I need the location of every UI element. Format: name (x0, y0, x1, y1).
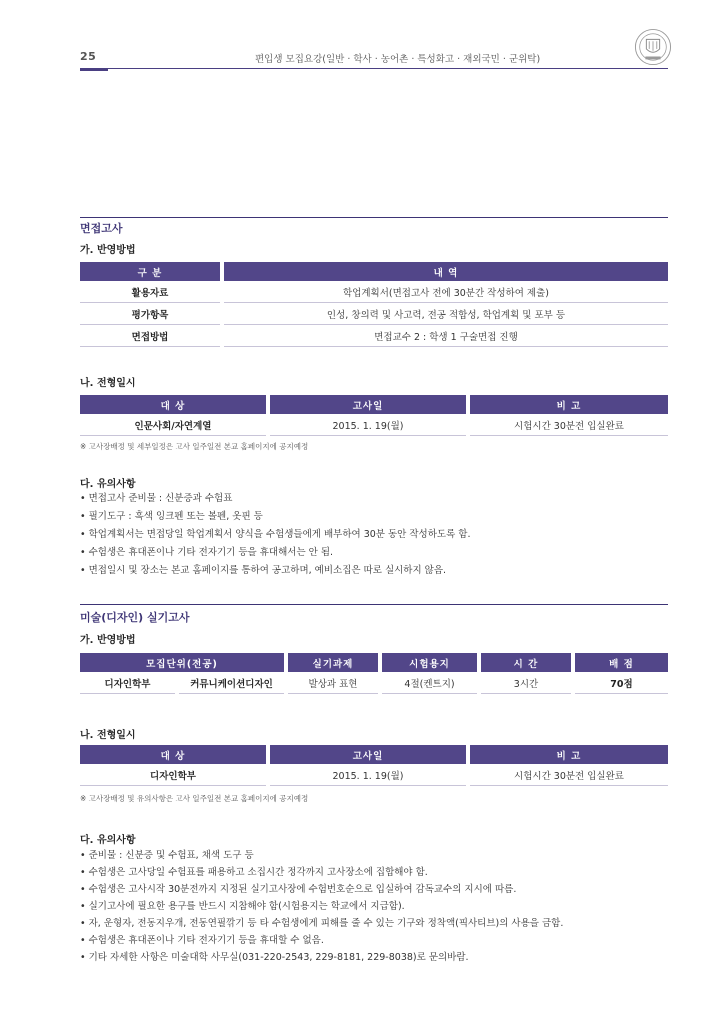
table-header-cell: 구 분 (80, 262, 220, 281)
list-item: • 학업계획서는 면접당일 학업계획서 양식을 수험생들에게 배부하여 30분 동안 작성하도록 함. (80, 529, 471, 540)
table-cell: 면접방법 (80, 325, 220, 347)
list-item: • 면접고사 준비물 : 신분증과 수험표 (80, 493, 233, 504)
table-row (80, 281, 668, 303)
interview-notice-subtitle: 다. 유의사항 (80, 479, 136, 490)
table-header-cell: 비 고 (470, 395, 668, 414)
interview-schedule-table (76, 395, 672, 436)
table-row (80, 325, 668, 347)
list-item: • 면접일시 및 장소는 본교 홈페이지를 통하여 공고하며, 예비소집은 따로 실시하지 않음. (80, 565, 447, 576)
table-header-row (80, 653, 668, 672)
art-method-subtitle: 가. 반영방법 (80, 635, 136, 646)
table-cell: 시험시간 30분전 입실완료 (470, 764, 668, 786)
header-rule-accent (80, 68, 108, 71)
table-cell: 시험시간 30분전 입실완료 (470, 414, 668, 436)
interview-method-table (76, 262, 672, 347)
interview-schedule-note: ※ 고사장배정 및 세부일정은 고사 일주일전 본교 홈페이지에 공지예정 (80, 442, 309, 451)
table-header-row (80, 395, 668, 414)
table-header-cell: 비 고 (470, 745, 668, 764)
table-cell: 평가항목 (80, 303, 220, 325)
table-cell: 2015. 1. 19(월) (270, 414, 466, 436)
table-cell: 인성, 창의력 및 사고력, 전공 적합성, 학업계획 및 포부 등 (224, 303, 668, 325)
art-section-rule (80, 604, 668, 605)
table-header-cell: 내 역 (224, 262, 668, 281)
table-cell: 커뮤니케이션디자인 (179, 672, 284, 694)
interview-method-subtitle: 가. 반영방법 (80, 245, 136, 256)
table-cell: 학업계획서(면접고사 전에 30분간 작성하여 제출) (224, 281, 668, 303)
table-header-cell: 대 상 (80, 395, 266, 414)
table-header-cell: 고사일 (270, 745, 466, 764)
table-row (80, 303, 668, 325)
header-rule (80, 68, 668, 69)
list-item: • 자, 운형자, 전동지우개, 전동연필깎기 등 타 수험생에게 피해를 줄 수 있는 기구와 정착액(픽사티브)의 사용을 금함. (80, 918, 564, 929)
table-header-cell: 실기과제 (288, 653, 378, 672)
list-item: • 필기도구 : 흑색 잉크펜 또는 볼펜, 옷핀 등 (80, 511, 263, 522)
table-cell: 70점 (575, 672, 668, 694)
table-header-cell: 대 상 (80, 745, 266, 764)
table-row (80, 764, 668, 786)
table-header-row (80, 745, 668, 764)
list-item: • 실기고사에 필요한 용구를 반드시 지참해야 함(시험용지는 학교에서 지급함). (80, 901, 405, 912)
table-header-cell: 시험용지 (382, 653, 477, 672)
art-schedule-note: ※ 고사장배정 및 유의사항은 고사 일주일전 본교 홈페이지에 공지예정 (80, 794, 309, 803)
page-number: 25 (80, 50, 97, 63)
table-cell: 디자인학부 (80, 764, 266, 786)
interview-section-title: 면접고사 (80, 222, 123, 235)
art-method-table (76, 653, 672, 694)
header-title: 편입생 모집요강(일반 · 학사 · 농어촌 · 특성화고 · 재외국민 · 군위탁) (255, 54, 541, 65)
table-cell: 2015. 1. 19(월) (270, 764, 466, 786)
table-header-cell: 고사일 (270, 395, 466, 414)
list-item: • 수험생은 고사시작 30분전까지 지정된 실기고사장에 수험번호순으로 입실하여 감독교수의 지시에 따름. (80, 884, 517, 895)
table-header-row (80, 262, 668, 281)
table-cell: 4절(켄트지) (382, 672, 477, 694)
table-cell: 면접교수 2 : 학생 1 구술면접 진행 (224, 325, 668, 347)
list-item: • 수험생은 고사당일 수험표를 패용하고 소집시간 정각까지 고사장소에 집합해야 함. (80, 867, 428, 878)
table-header-cell: 시 간 (481, 653, 571, 672)
table-cell: 3시간 (481, 672, 571, 694)
list-item: • 수험생은 휴대폰이나 기타 전자기기 등을 휴대해서는 안 됨. (80, 547, 334, 558)
table-cell: 인문사회/자연계열 (80, 414, 266, 436)
art-notice-subtitle: 다. 유의사항 (80, 835, 136, 846)
list-item: • 수험생은 휴대폰이나 기타 전자기기 등을 휴대할 수 없음. (80, 935, 324, 946)
table-cell: 활용자료 (80, 281, 220, 303)
university-seal-logo (634, 28, 672, 66)
interview-section-rule (80, 217, 668, 218)
table-cell: 발상과 표현 (288, 672, 378, 694)
table-header-cell: 배 점 (575, 653, 668, 672)
list-item: • 기타 자세한 사항은 미술대학 사무실(031-220-2543, 229-8181, 229-8038)로 문의바람. (80, 952, 469, 963)
table-row (80, 672, 668, 694)
art-schedule-table (76, 745, 672, 786)
table-row (80, 414, 668, 436)
list-item: • 준비물 : 신분증 및 수험표, 채색 도구 등 (80, 850, 254, 861)
table-header-cell: 모집단위(전공) (80, 653, 284, 672)
table-cell: 디자인학부 (80, 672, 175, 694)
art-schedule-subtitle: 나. 전형일시 (80, 730, 136, 741)
art-section-title: 미술(디자인) 실기고사 (80, 611, 190, 624)
interview-schedule-subtitle: 나. 전형일시 (80, 378, 136, 389)
